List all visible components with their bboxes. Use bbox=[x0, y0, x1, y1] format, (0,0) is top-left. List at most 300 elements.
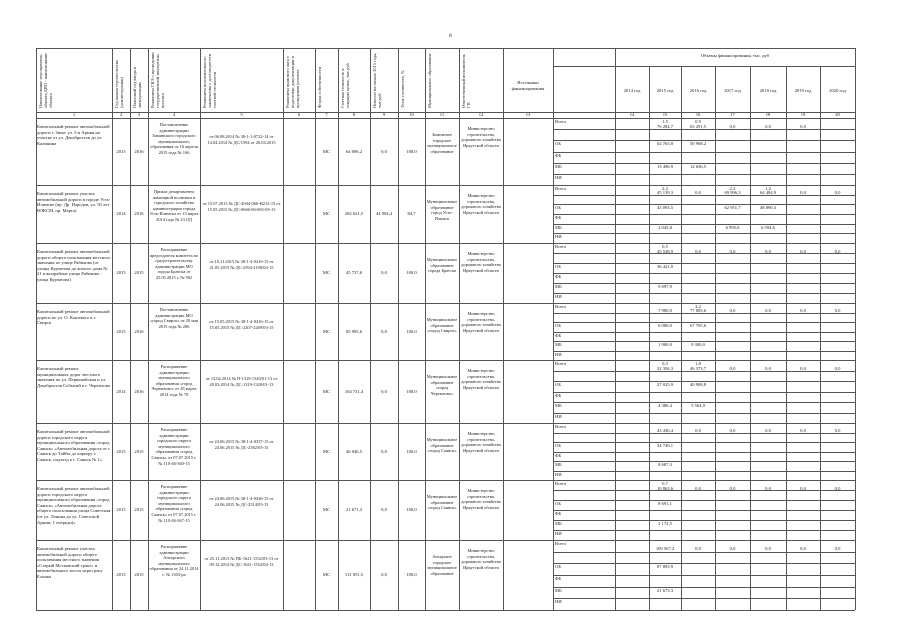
col-number-10: 10 bbox=[409, 112, 414, 117]
row-5-value-4-2: 5 564,9 bbox=[691, 403, 705, 408]
numbers-bottom bbox=[36, 118, 855, 119]
row-7-source-2: ФБ bbox=[555, 511, 562, 516]
row-2-value-4-4: 6 594,6 bbox=[761, 224, 775, 230]
row-4-value-2-1: 6 080,0 bbox=[658, 323, 672, 328]
row-4-value-4-2: 9 300,0 bbox=[691, 342, 705, 347]
row-3-name: Капитальный ремонт автомобильной дороги общего пользования местного значения по улице Рябикова (от улицы Курчатова до жилого дома № 21 в жилрайоне улица Рябикова - улица Курчатова) bbox=[37, 249, 111, 282]
row-1-source-4: НИ bbox=[555, 174, 562, 180]
header-col-4: Реквизиты ГКЭ о проведении государственной экспертизы проекта bbox=[150, 52, 165, 108]
row-8-value-2-1: 87 893,9 bbox=[656, 564, 674, 570]
subrow-line bbox=[553, 392, 855, 393]
row-2-responsible: Министерство строительства, дорожного хозяйства Иркутской области bbox=[461, 193, 501, 215]
subrow-line bbox=[553, 293, 855, 294]
row-8-responsible: Министерство строительства, дорожного хозяйства Иркутской области bbox=[461, 548, 501, 570]
col-number-8: 8 bbox=[352, 112, 356, 117]
row-8-source-2: ФБ bbox=[555, 576, 562, 581]
page-number: 8 bbox=[449, 33, 452, 39]
row-5-value-0-1: 0,3 bbox=[662, 361, 668, 366]
subrow-line bbox=[553, 224, 855, 225]
row-8-expertise: Распоряжение администрации Ангарского муниципального образования от 24.11.2014 г. № 1303-ра bbox=[149, 544, 199, 577]
row-6-source-1: ОБ bbox=[555, 443, 561, 448]
row-5-ownership: МС bbox=[322, 388, 331, 394]
col-number-2: 2 bbox=[119, 112, 123, 117]
row-3-value-1-2: 0,0 bbox=[695, 248, 701, 254]
row-8-value-1-1: 109 567,2 bbox=[655, 546, 675, 552]
row-1-smeta: от 06.08.2014 № 38-1-1-0722-14 от 14.04.2014 № ДС/1594 от 28.04.2015 bbox=[207, 134, 276, 145]
header-year-2: 2015 год bbox=[656, 88, 674, 93]
header-col-9: Освоено на начало 2015 года, тыс.руб bbox=[372, 52, 382, 108]
row-5-end: 2016 bbox=[134, 388, 144, 394]
row-8-source-0: Всего bbox=[555, 541, 567, 546]
row-7-ready: 100,0 bbox=[406, 507, 417, 512]
subrow-line bbox=[553, 598, 855, 599]
col-number-3: 3 bbox=[137, 112, 141, 117]
row-bottom-7 bbox=[36, 540, 855, 541]
row-2-value-2-3: 62 951,7 bbox=[724, 205, 741, 211]
row-8-source-1: ОБ bbox=[555, 564, 561, 570]
col-line-17 bbox=[715, 66, 716, 610]
row-7-value-1-3: 0,0 bbox=[729, 485, 736, 491]
row-2-start: 2014 bbox=[116, 211, 126, 216]
row-8-done: 0,0 bbox=[381, 572, 387, 577]
col-number-15: 15 bbox=[662, 112, 668, 117]
row-6-end: 2015 bbox=[134, 448, 144, 454]
row-6-ready: 100,0 bbox=[406, 448, 417, 454]
subrow-line bbox=[553, 204, 855, 205]
row-4-value-1-5: 0,0 bbox=[800, 308, 806, 314]
col-number-18: 18 bbox=[765, 112, 771, 117]
row-4-source-3: МБ bbox=[555, 342, 562, 347]
row-5-value-1-5: 0,0 bbox=[800, 365, 806, 371]
subrow-line bbox=[553, 461, 855, 462]
row-2-value-1-4: 64 484,9 bbox=[759, 190, 777, 196]
header-volume: Объемы финансирования, тыс. руб bbox=[700, 53, 770, 58]
row-3-end: 2015 bbox=[134, 270, 144, 275]
row-2-smeta: от 15.07.2015 № ДС-4944-066-Н212-15 от 15.05.2015 № ДС-0666-06-065-03-15 bbox=[202, 201, 281, 212]
header-col-11: Муниципальное образование bbox=[427, 53, 432, 108]
row-6-value-1-4: 0,0 bbox=[765, 428, 771, 434]
row-1-name: Капитальный ремонт автомобильной дороги г. Зима: ул. 5-я Армия на участке от ул. Декабристов до ул. Калинина bbox=[37, 124, 110, 146]
row-7-value-1-2: 0,0 bbox=[695, 485, 701, 491]
col-line-20 bbox=[820, 66, 821, 610]
subrow-line bbox=[553, 530, 855, 531]
subrow-line bbox=[553, 510, 855, 511]
row-4-smeta: от 15.05.2015 № 38-1-4-0416-15 от 15.05.2015 № ДС-2207-2269/03-15 bbox=[209, 319, 274, 330]
row-5-ready: 100,0 bbox=[406, 388, 417, 394]
row-3-source-2: ФБ bbox=[555, 274, 562, 279]
row-2-value-4-3: 6 995,6 bbox=[725, 224, 740, 230]
row-3-done: 0,0 bbox=[381, 270, 387, 275]
volume-divider bbox=[553, 66, 855, 67]
row-6-ownership: МС bbox=[322, 448, 331, 454]
row-2-source-0: Всего bbox=[555, 186, 567, 191]
row-4-ownership: МС bbox=[322, 328, 331, 334]
subrow-line bbox=[553, 214, 855, 215]
col-line-5 bbox=[283, 48, 284, 610]
row-3-value-1-4: 0,0 bbox=[765, 248, 771, 254]
row-4-source-2: ФБ bbox=[555, 332, 562, 338]
col-number-17: 17 bbox=[730, 112, 735, 117]
col-line-14 bbox=[615, 48, 616, 610]
row-2-source-3: МБ bbox=[555, 224, 562, 230]
row-7-name: Капитальный ремонт автомобильной дороги городского округа муниципального образования «город Саянск» «Автомобильная дорога общего пользования улица Советская (от ул. Ленина до ул. Советской Армии, 1 очереди)» bbox=[37, 486, 111, 525]
col-number-1: 1 bbox=[72, 112, 76, 117]
row-2-expertise: Приказ департамента жилищной политики и городского хозяйства администрации города Усть-Илимска от 13 марта 2014 года № 23 ОД bbox=[149, 189, 199, 222]
row-3-mo: Муниципальное образование города Братска bbox=[426, 257, 458, 274]
row-1-source-3: МБ bbox=[555, 163, 562, 169]
col-line-16 bbox=[681, 66, 682, 610]
row-7-value-4-1: 2 172,5 bbox=[658, 521, 672, 526]
row-bottom-2 bbox=[36, 243, 855, 244]
row-1-value-4-2: 12 636,5 bbox=[689, 163, 707, 169]
header-col-8: Сметная стоимость в текущих ценах, тыс.руб bbox=[340, 63, 350, 108]
row-1-cost: 64 096,2 bbox=[345, 148, 363, 154]
row-8-value-1-3: 0,0 bbox=[729, 546, 736, 552]
col-number-13: 13 bbox=[525, 112, 531, 117]
row-4-value-1-2: 77 005,6 bbox=[689, 308, 707, 314]
row-2-done: 44 904,4 bbox=[375, 211, 393, 216]
row-2-ownership: МС bbox=[322, 211, 331, 216]
row-2-value-1-6: 0,0 bbox=[834, 190, 841, 196]
row-bottom-3 bbox=[36, 303, 855, 304]
row-5-name: Капитальный ремонт муниципальных дорог местного значения по ул. Первомайская и ул. Декабристов Событий в г. Черемхово bbox=[37, 366, 111, 388]
row-1-responsible: Министерство строительства, дорожного хозяйства Иркутской области bbox=[461, 126, 501, 148]
row-1-value-1-1: 76 284,7 bbox=[656, 124, 674, 130]
subrow-line bbox=[553, 575, 855, 576]
subrow-line bbox=[553, 174, 855, 175]
row-3-value-1-5: 0,0 bbox=[800, 248, 806, 254]
row-5-responsible: Министерство строительства, дорожного хозяйства Иркутской области bbox=[461, 368, 501, 390]
row-bottom-6 bbox=[36, 480, 855, 481]
header-year-3: 2016 год bbox=[689, 88, 707, 93]
row-4-expertise: Постановление администрации МО «город Свирск» от 20 мая 2015 года № 286 bbox=[150, 307, 198, 329]
row-8-value-1-6: 0,0 bbox=[834, 546, 841, 552]
row-1-value-4-1: 13 496,9 bbox=[656, 163, 674, 169]
header-col-10: Техн. готовность, % bbox=[400, 70, 405, 108]
col-number-9: 9 bbox=[382, 112, 386, 117]
row-3-smeta: от 10.11.2015 № 38-1-4-0416-15 от 21.05.2015 № ДС-2594-2190/04-15 bbox=[209, 259, 274, 270]
row-6-smeta: от 24.06.2015 № 38-1-4-0337-15 от 24.06.2015 № ДС-2582/03-15 bbox=[209, 439, 274, 450]
col-number-16: 16 bbox=[695, 112, 701, 117]
row-7-smeta: от 24.06.2015 № 38-1-4-0436-15 от 24.06.2015 № ДС-2514/03-15 bbox=[209, 496, 274, 507]
row-1-expertise: Постановление администрации Зиминского городского муниципального образования от 16 апреля 2015 года № 166 bbox=[150, 122, 198, 155]
row-5-value-4-1: 4 380,4 bbox=[658, 403, 672, 408]
row-5-value-1-1: 32 356,3 bbox=[656, 365, 674, 371]
row-5-value-1-2: 46 373,7 bbox=[689, 365, 707, 371]
row-4-ready: 100,0 bbox=[406, 328, 417, 334]
row-4-mo: Муниципальное образование «город Свирск» bbox=[426, 317, 458, 334]
row-8-name: Капитальный ремонт участка автомобильной дороги общего пользования местного значения «Старый Московский тракт» и автомобильного моста через реку Елонка bbox=[37, 546, 103, 579]
row-2-value-1-1: 45 139,3 bbox=[656, 190, 674, 196]
row-8-ownership: МС bbox=[322, 572, 331, 577]
row-8-value-1-5: 0,0 bbox=[800, 546, 806, 552]
row-5-cost: 164 731,4 bbox=[344, 388, 364, 394]
header-col-6: Реквизиты правового акта о подготовке документации и проведении ремонта bbox=[285, 55, 300, 108]
row-4-name: Капитальный ремонт автомобильной дороги по ул. О. Кошевого в г. Свирск bbox=[37, 309, 110, 326]
row-1-value-1-3: 0,0 bbox=[729, 124, 736, 130]
row-3-value-0-1: 0,5 bbox=[662, 244, 668, 249]
row-5-value-1-3: 0,0 bbox=[729, 365, 736, 371]
subrow-line bbox=[553, 283, 855, 284]
header-year-7: 2020 год bbox=[829, 88, 846, 93]
row-3-value-1-6: 0,0 bbox=[834, 248, 841, 254]
row-5-done: 0,0 bbox=[381, 388, 387, 394]
row-7-responsible: Министерство строительства, дорожного хозяйства Иркутской области bbox=[461, 488, 501, 510]
row-6-value-1-5: 0,0 bbox=[800, 428, 806, 434]
header-col-12: Ответственный исполнитель ГП bbox=[461, 54, 471, 108]
row-8-value-1-4: 0,0 bbox=[765, 546, 771, 552]
row-1-value-0-1: 1,5 bbox=[662, 119, 668, 124]
row-8-value-1-2: 0,0 bbox=[695, 546, 701, 552]
row-7-ownership: МС bbox=[322, 507, 331, 512]
row-2-value-1-3: 69 996,3 bbox=[724, 190, 741, 196]
row-5-value-2-2: 40 908,8 bbox=[689, 382, 707, 387]
row-7-expertise: Распоряжение администрации городского округа муниципального образования «город Саянск» от 07.07.2015 г. № 110-46-367-15 bbox=[151, 484, 197, 523]
col-line-15 bbox=[649, 66, 650, 610]
row-8-cost: 131 851,5 bbox=[344, 572, 364, 577]
row-8-start: 2015 bbox=[116, 572, 126, 577]
header-col-5: Реквизиты положительного заключения о достоверности сметной стоимости bbox=[202, 54, 217, 108]
row-4-responsible: Министерство строительства, дорожного хозяйства Иркутской области bbox=[461, 311, 501, 333]
row-3-value-1-3: 0,0 bbox=[729, 248, 736, 254]
row-6-done: 0,0 bbox=[381, 448, 387, 454]
col-line-18 bbox=[750, 66, 751, 610]
row-1-source-0: Всего bbox=[555, 119, 567, 124]
row-6-value-1-2: 0,0 bbox=[695, 428, 701, 434]
row-6-source-3: МБ bbox=[555, 462, 562, 467]
header-year-4: 2017 год bbox=[724, 88, 741, 93]
row-3-source-3: МБ bbox=[555, 284, 562, 289]
row-6-responsible: Министерство строительства, дорожного хозяйства Иркутской области bbox=[461, 431, 501, 453]
row-bottom-5 bbox=[36, 423, 855, 424]
col-line-13 bbox=[553, 48, 554, 610]
row-4-done: 0,0 bbox=[381, 328, 387, 334]
row-6-mo: Муниципальное образование «город Саянск» bbox=[426, 437, 458, 454]
row-4-value-1-4: 0,0 bbox=[765, 308, 771, 314]
col-line-4 bbox=[200, 48, 201, 610]
row-4-value-1-1: 7 980,0 bbox=[658, 308, 672, 314]
row-7-value-2-1: 8 691,1 bbox=[658, 501, 672, 506]
row-5-value-1-4: 0,0 bbox=[765, 365, 771, 371]
row-3-source-1: ОБ bbox=[555, 264, 561, 269]
row-5-expertise: Распоряжение администрации муниципального образования «город Черемхово» от 28 марта 2014 года № 70 bbox=[151, 364, 197, 397]
row-5-value-2-1: 27 025,9 bbox=[656, 382, 674, 387]
row-8-source-3: МБ bbox=[555, 587, 562, 593]
row-7-source-3: МБ bbox=[555, 521, 562, 526]
subrow-line bbox=[553, 442, 855, 443]
subrow-line bbox=[553, 563, 855, 564]
subrow-line bbox=[553, 332, 855, 333]
row-1-end: 2016 bbox=[134, 148, 144, 154]
row-8-mo: Ангарское городское муниципальное образование bbox=[427, 554, 457, 576]
row-7-value-1-6: 0,0 bbox=[834, 485, 841, 491]
row-4-value-2-2: 67 705,6 bbox=[689, 323, 707, 328]
row-bottom-8 bbox=[36, 610, 855, 611]
col-number-14: 14 bbox=[629, 112, 635, 117]
header-funding-source: Источники финансирования bbox=[511, 80, 545, 91]
row-7-value-1-5: 0,0 bbox=[800, 485, 806, 491]
row-1-source-1: ОБ bbox=[555, 141, 561, 147]
row-3-ownership: МС bbox=[322, 270, 331, 275]
col-line-21 bbox=[855, 48, 856, 610]
row-4-start: 2015 bbox=[116, 328, 126, 334]
row-4-value-1-6: 0,0 bbox=[834, 308, 841, 314]
row-5-source-4: НИ bbox=[555, 413, 562, 419]
row-6-source-0: Всего bbox=[555, 424, 567, 429]
row-6-value-1-1: 43 436,4 bbox=[656, 428, 674, 434]
row-6-cost: 46 046,5 bbox=[345, 448, 363, 454]
row-1-mo: Зиминское городское муниципальное образование bbox=[427, 132, 457, 154]
row-7-end: 2015 bbox=[134, 507, 144, 512]
row-4-value-0-2: 2,2 bbox=[695, 304, 701, 309]
row-6-source-2: ФБ bbox=[555, 452, 562, 458]
row-2-value-0-4: 1,2 bbox=[765, 186, 771, 191]
row-2-name: Капитальный ремонт участка автомобильной дороги в городе Усть-Илимске (пр. Др. Народов, ул. 50 лет ВЛКСМ, пр. Марта) bbox=[37, 191, 111, 213]
subrow-line bbox=[553, 452, 855, 453]
subrow-line bbox=[553, 587, 855, 588]
row-1-value-2-2: 50 968,2 bbox=[689, 141, 707, 147]
row-7-source-0: Всего bbox=[555, 481, 567, 486]
row-7-source-1: ОБ bbox=[555, 501, 561, 506]
col-number-5: 5 bbox=[240, 112, 243, 117]
col-number-6: 6 bbox=[297, 112, 301, 117]
row-bottom-4 bbox=[36, 360, 855, 361]
row-6-source-4: НИ bbox=[555, 471, 562, 477]
row-1-start: 2015 bbox=[116, 148, 126, 154]
col-number-7: 7 bbox=[325, 112, 328, 117]
col-number-19: 19 bbox=[800, 112, 806, 117]
row-1-value-1-2: 63 291,5 bbox=[689, 124, 707, 130]
row-7-done: 0,0 bbox=[381, 507, 387, 512]
col-number-12: 12 bbox=[478, 112, 484, 117]
row-4-value-4-1: 1 900,0 bbox=[658, 342, 672, 347]
row-6-name: Капитальный ремонт автомобильной дороги городского округа муниципального образования «город Саянск» «Автомобильная дорога от г. Саянск до Тайбы до карьеру г. Саянск, подъезд к г. Саянск № 1» bbox=[37, 429, 111, 462]
row-2-end: 2016 bbox=[134, 211, 144, 216]
row-2-mo: Муниципальное образование город Усть-Илимск bbox=[426, 199, 458, 221]
row-3-expertise: Распоряжение председателя комитета по градостроительству администрации МО города Братска от 25.05.2015 г. № 992 bbox=[149, 247, 199, 280]
row-4-source-0: Всего bbox=[555, 304, 567, 309]
row-4-value-1-3: 0,0 bbox=[729, 308, 736, 314]
row-1-ownership: МС bbox=[322, 148, 331, 154]
header-year-1: 2014 год bbox=[623, 88, 641, 93]
col-number-11: 11 bbox=[439, 112, 445, 117]
row-6-start: 2015 bbox=[116, 448, 126, 454]
row-1-value-2-1: 62 763,8 bbox=[656, 141, 674, 147]
row-2-source-1: ОБ bbox=[555, 205, 561, 211]
row-7-start: 2015 bbox=[116, 507, 126, 512]
row-8-end: 2015 bbox=[134, 572, 144, 577]
row-6-value-4-1: 8 687,3 bbox=[658, 462, 672, 467]
subrow-line bbox=[553, 351, 855, 352]
row-7-value-1-1: 10 863,6 bbox=[656, 485, 674, 491]
subrow-line bbox=[553, 520, 855, 521]
row-3-value-1-1: 45 538,9 bbox=[656, 248, 674, 254]
subrow-line bbox=[553, 263, 855, 264]
row-2-value-4-1: 2 045,8 bbox=[658, 224, 672, 230]
row-2-value-1-5: 0,0 bbox=[800, 190, 806, 196]
header-col-7: Форма собственности bbox=[317, 66, 322, 108]
subrow-line bbox=[553, 273, 855, 274]
header-col-3: Плановый год ввода в эксплуатацию bbox=[132, 67, 142, 108]
row-7-mo: Муниципальное образование «город Саянск» bbox=[426, 494, 458, 511]
row-1-value-1-5: 0,0 bbox=[800, 124, 806, 130]
row-8-source-4: НИ bbox=[555, 599, 562, 605]
row-6-expertise: Распоряжение администрации городского округа муниципального образования «город Саянск» от 07.07.2015 г. № 110-46-360-15 bbox=[151, 427, 197, 466]
row-2-ready: 84,7 bbox=[407, 211, 416, 216]
subrow-line bbox=[553, 413, 855, 414]
row-5-value-0-2: 1,8 bbox=[695, 361, 701, 366]
row-3-value-4-1: 9 097,9 bbox=[658, 284, 672, 289]
row-1-ready: 100,0 bbox=[406, 148, 417, 154]
row-4-source-1: ОБ bbox=[555, 323, 561, 328]
row-3-cost: 45 737,6 bbox=[345, 270, 363, 275]
row-8-value-4-1: 21 673,3 bbox=[656, 587, 674, 593]
row-5-source-0: Всего bbox=[555, 361, 567, 366]
subrow-line bbox=[553, 471, 855, 472]
row-2-value-0-3: 2,2 bbox=[729, 186, 736, 191]
row-3-source-4: НИ bbox=[555, 294, 562, 299]
table-top bbox=[36, 48, 855, 49]
row-1-source-2: ФБ bbox=[555, 152, 562, 158]
header-year-5: 2018 год bbox=[759, 88, 777, 93]
subrow-line bbox=[553, 500, 855, 501]
row-6-value-2-1: 34 749,1 bbox=[656, 443, 674, 448]
row-7-value-1-4: 0,0 bbox=[765, 485, 771, 491]
row-2-value-1-2: 0,0 bbox=[695, 190, 701, 196]
row-4-end: 2016 bbox=[134, 328, 144, 334]
row-6-value-1-3: 0,0 bbox=[729, 428, 736, 434]
row-4-source-4: НИ bbox=[555, 351, 562, 357]
subrow-line bbox=[553, 233, 855, 234]
header-col-1: Наименование мероприятия, объекта ДИП - наименование объекта bbox=[38, 52, 53, 108]
row-2-value-0-1: 2,2 bbox=[662, 186, 668, 191]
row-7-source-4: НИ bbox=[555, 531, 562, 536]
header-year-6: 2019 год bbox=[794, 88, 812, 93]
row-1-value-0-2: 0,9 bbox=[695, 119, 701, 124]
row-5-source-1: ОБ bbox=[555, 382, 561, 387]
row-4-cost: 85 985,6 bbox=[345, 328, 363, 334]
subrow-line bbox=[553, 152, 855, 153]
row-1-done: 0,0 bbox=[381, 148, 387, 154]
row-5-mo: Муниципальное образование «город Черемхово» bbox=[426, 374, 458, 396]
col-number-20: 20 bbox=[835, 112, 840, 117]
row-3-source-0: Всего bbox=[555, 244, 567, 249]
row-6-value-1-6: 0,0 bbox=[834, 428, 841, 434]
row-5-value-1-6: 0,0 bbox=[834, 365, 841, 371]
row-5-smeta: от 13.02.2014 № П-1319-1320/01-13 от 28.03.2014 № ДС-1319-1320/01-13 bbox=[205, 376, 278, 387]
col-line-19 bbox=[786, 66, 787, 610]
row-2-source-4: НИ bbox=[555, 234, 562, 240]
col-line-12 bbox=[503, 48, 504, 610]
row-8-smeta: от 25.11.2013 № ПБ-1621-1552/03-13 от 09.12.2014 № ДС-1621-1552/04-13 bbox=[204, 556, 279, 567]
row-3-ready: 100,0 bbox=[406, 270, 417, 275]
row-2-source-2: ФБ bbox=[555, 215, 562, 220]
row-3-value-2-1: 36 421,0 bbox=[656, 264, 674, 269]
row-7-cost: 21 671,3 bbox=[345, 507, 363, 512]
row-5-source-3: МБ bbox=[555, 403, 562, 408]
row-3-responsible: Министерство строительства, дорожного хозяйства Иркутской области bbox=[461, 251, 501, 273]
row-5-source-2: ФБ bbox=[555, 392, 562, 398]
row-8-ready: 100,0 bbox=[406, 572, 417, 577]
row-2-cost: 282 621,5 bbox=[344, 211, 364, 216]
row-1-value-1-4: 0,0 bbox=[765, 124, 771, 130]
header-col-2: Год начала строительства (реконструкции) bbox=[114, 60, 124, 108]
row-3-start: 2015 bbox=[116, 270, 126, 275]
row-5-start: 2014 bbox=[116, 388, 126, 394]
row-2-value-2-4: 48 890,3 bbox=[759, 205, 777, 211]
row-7-value-0-1: 0,7 bbox=[662, 481, 668, 486]
row-2-value-2-1: 43 093,5 bbox=[656, 205, 674, 211]
